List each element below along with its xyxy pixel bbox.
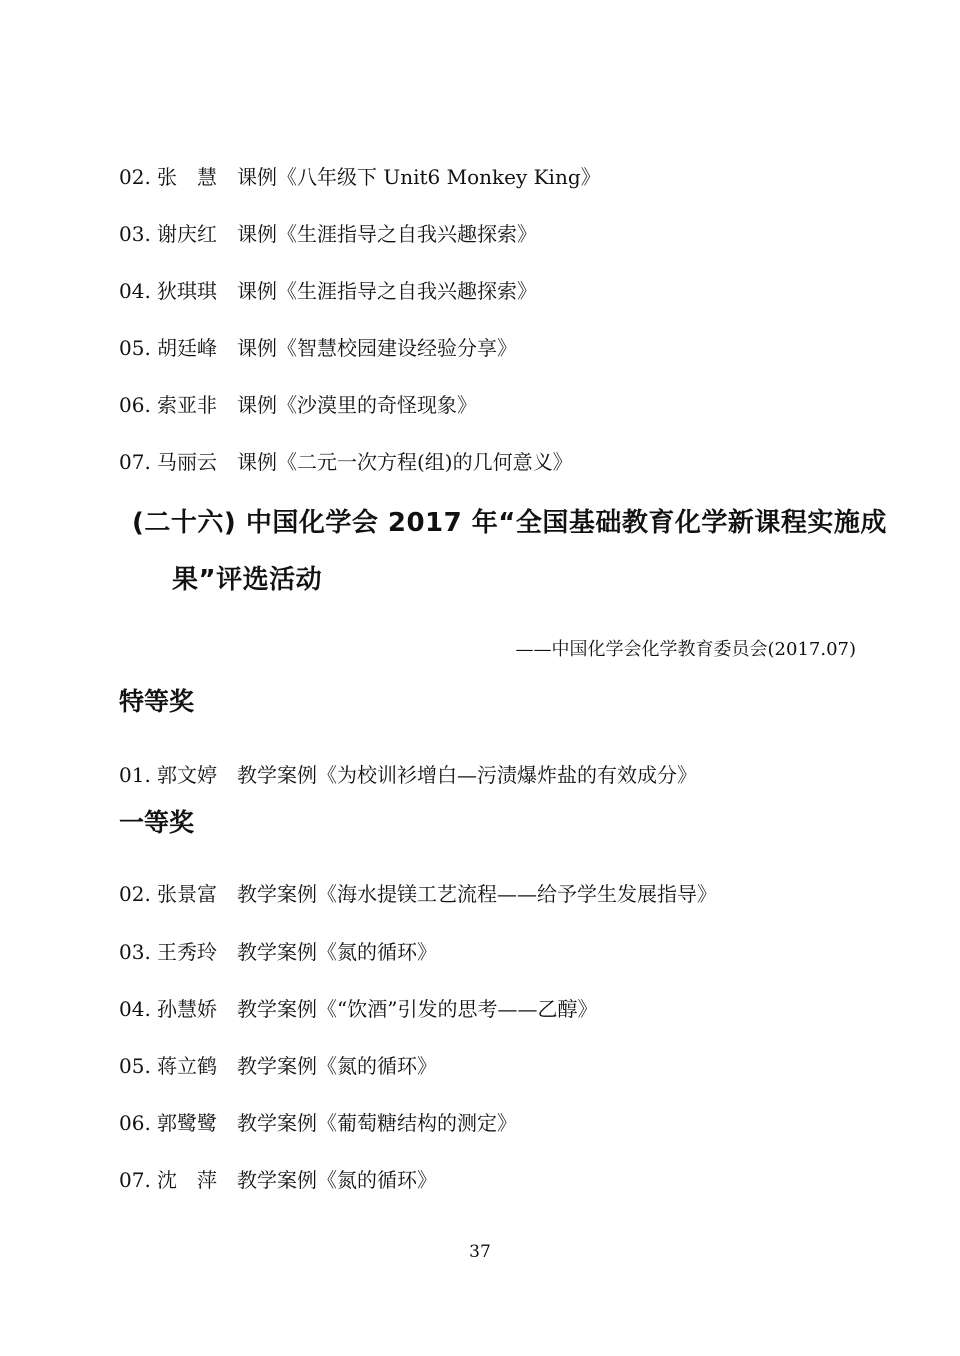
- entry-work: 教学案例《葡萄糖结构的测定》: [237, 1111, 517, 1135]
- section-attribution: ——中国化学会化学教育委员会(2017.07): [515, 639, 856, 660]
- entry-work: 课例《八年级下 Unit6 Monkey King》: [237, 165, 601, 189]
- list-item: [119, 762, 697, 788]
- entry-number: 03.: [119, 940, 151, 964]
- list-item: [119, 335, 517, 361]
- entry-name: 郭文婷: [157, 763, 217, 787]
- entry-work: 教学案例《海水提镁工艺流程——给予学生发展指导》: [237, 882, 717, 906]
- entry-name: 张 慧: [157, 165, 217, 189]
- entry-work: 课例《沙漠里的奇怪现象》: [237, 393, 477, 417]
- entry-work: 教学案例《氮的循环》: [237, 940, 437, 964]
- entry-work: 教学案例《“饮酒”引发的思考——乙醇》: [237, 997, 598, 1021]
- entry-name: 张景富: [157, 882, 217, 906]
- list-item: [119, 278, 537, 304]
- list-item: [119, 164, 601, 190]
- list-item: [119, 392, 477, 418]
- entry-work: 教学案例《为校训衫增白—污渍爆炸盐的有效成分》: [237, 763, 697, 787]
- entry-number: 03.: [119, 222, 151, 246]
- section-title-line-2: 果”评选活动: [172, 565, 323, 595]
- entry-number: 07.: [119, 1168, 151, 1192]
- entry-number: 04.: [119, 279, 151, 303]
- list-item: [119, 449, 573, 475]
- entry-number: 05.: [119, 336, 151, 360]
- entry-number: 01.: [119, 763, 151, 787]
- list-item: [119, 1167, 437, 1193]
- entry-work: 课例《智慧校园建设经验分享》: [237, 336, 517, 360]
- entry-number: 05.: [119, 1054, 151, 1078]
- list-item: [119, 881, 717, 907]
- page-number: 37: [469, 1242, 491, 1262]
- special-prize-heading: 特等奖: [119, 687, 195, 716]
- entry-name: 王秀玲: [157, 940, 217, 964]
- entry-name: 胡廷峰: [157, 336, 217, 360]
- list-item: [119, 939, 437, 965]
- entry-number: 04.: [119, 997, 151, 1021]
- entry-name: 狄琪琪: [157, 279, 217, 303]
- list-item: [119, 996, 597, 1022]
- entry-number: 02.: [119, 882, 151, 906]
- entry-number: 06.: [119, 1111, 151, 1135]
- entry-name: 索亚非: [157, 393, 217, 417]
- list-item: [119, 1053, 437, 1079]
- first-prize-heading: 一等奖: [119, 808, 195, 837]
- entry-name: 马丽云: [157, 450, 217, 474]
- entry-name: 孙慧娇: [157, 997, 217, 1021]
- list-item: [119, 1110, 517, 1136]
- entry-number: 06.: [119, 393, 151, 417]
- entry-name: 郭鹭鹭: [157, 1111, 217, 1135]
- entry-number: 07.: [119, 450, 151, 474]
- entry-name: 谢庆红: [157, 222, 217, 246]
- entry-work: 教学案例《氮的循环》: [237, 1168, 437, 1192]
- entry-work: 教学案例《氮的循环》: [237, 1054, 437, 1078]
- section-title-line-1: (二十六) 中国化学会 2017 年“全国基础教育化学新课程实施成: [132, 508, 887, 538]
- entry-work: 课例《生涯指导之自我兴趣探索》: [237, 279, 537, 303]
- list-item: [119, 221, 537, 247]
- entry-number: 02.: [119, 165, 151, 189]
- entry-work: 课例《生涯指导之自我兴趣探索》: [237, 222, 537, 246]
- entry-work: 课例《二元一次方程(组)的几何意义》: [237, 450, 573, 474]
- entry-name: 蒋立鹤: [157, 1054, 217, 1078]
- entry-name: 沈 萍: [157, 1168, 217, 1192]
